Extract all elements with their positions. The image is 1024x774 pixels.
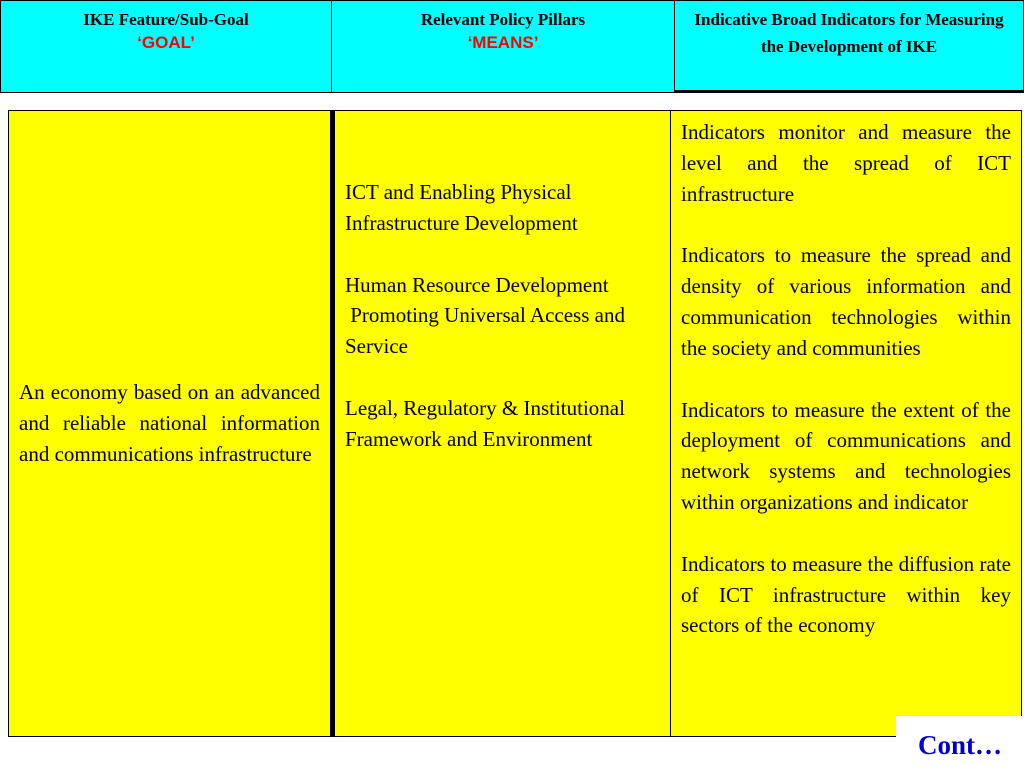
- header-means-column: [331, 0, 675, 93]
- continue-label: Cont…: [896, 716, 1024, 768]
- indicators-cell: [670, 110, 1022, 737]
- means-item: Legal, Regulatory & Institutional Framework and Environment: [345, 395, 625, 451]
- means-cell: [334, 110, 671, 737]
- goal-text: An economy based on an advanced and reliable national information and communications infrastructure: [19, 380, 320, 466]
- indicator-item: Indicators to measure the spread and density of various information and communication technologies within the society and communities: [681, 243, 1011, 360]
- means-item: ICT and Enabling Physical Infrastructure Development: [345, 180, 578, 235]
- header-goal-subtitle: ‘GOAL’: [137, 33, 195, 52]
- indicator-item: Indicators monitor and measure the level and the spread of ICT infrastructure: [681, 120, 1011, 206]
- header-means-subtitle: ‘MEANS’: [467, 33, 539, 52]
- table-header: [0, 0, 1024, 93]
- means-item: Human Resource Development: [345, 272, 609, 297]
- header-indicators-title: Indicative Broad Indicators for Measuring the Development of IKE: [694, 10, 1004, 56]
- header-means-title: Relevant Policy Pillars: [420, 10, 586, 29]
- means-item: Promoting Universal Access and Service: [345, 303, 625, 359]
- indicator-item: Indicators to measure the diffusion rate of ICT infrastructure within key sectors of the economy: [681, 551, 1011, 638]
- header-goal-column: [0, 0, 332, 93]
- header-goal-title: IKE Feature/Sub-Goal: [83, 10, 249, 29]
- header-indicators-column: [674, 0, 1024, 93]
- goal-cell: [8, 110, 334, 737]
- indicator-item: Indicators to measure the extent of the deployment of communications and network systems and technologies within organizations and indicator: [681, 397, 1011, 514]
- content-table: [8, 110, 1022, 737]
